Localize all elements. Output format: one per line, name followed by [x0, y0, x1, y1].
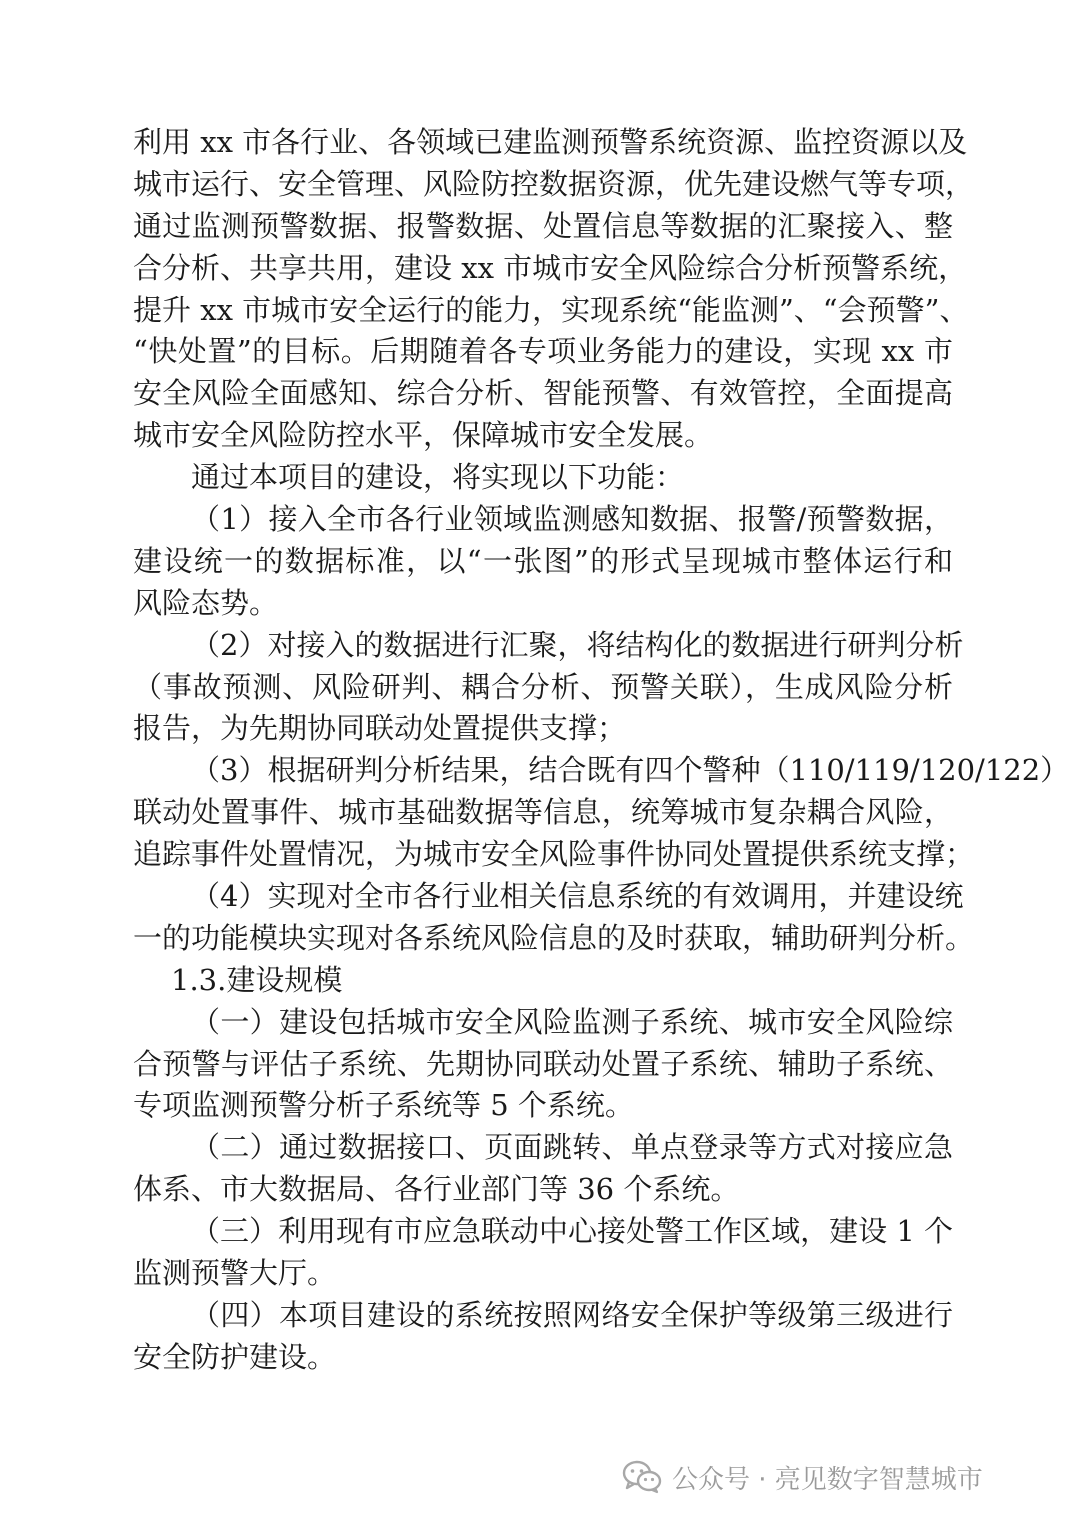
- paragraph-line: 监测预警大厅。: [133, 1256, 337, 1291]
- paragraph-line: （2）对接入的数据进行汇聚，将结构化的数据进行研判分析: [191, 627, 964, 662]
- paragraph-line: 专项监测预警分析子系统等 5 个系统。: [133, 1088, 634, 1123]
- paragraph-line: 联动处置事件、城市基础数据等信息，统筹城市复杂耦合风险，: [133, 795, 953, 830]
- paragraph-line: 体系、市大数据局、各行业部门等 36 个系统。: [133, 1172, 740, 1207]
- paragraph-line: （一）建设包括城市安全风险监测子系统、城市安全风险综: [191, 1004, 953, 1039]
- document-body: [133, 122, 1070, 1379]
- paragraph-line: 合分析、共享共用，建设 xx 市城市安全风险综合分析预警系统，: [133, 250, 968, 285]
- paragraph-line: 追踪事件处置情况，为城市安全风险事件协同处置提供系统支撑；: [133, 837, 975, 872]
- paragraph-line: 利用 xx 市各行业、各领域已建监测预警系统资源、监控资源以及: [133, 125, 968, 159]
- paragraph-line: （三）利用现有市应急联动中心接处警工作区域，建设 1 个: [191, 1214, 953, 1249]
- section-heading: 1.3.建设规模: [171, 962, 343, 997]
- paragraph-line: 风险态势。: [133, 585, 279, 620]
- paragraph-line: 建设统一的数据标准，以“一张图”的形式呈现城市整体运行和: [133, 543, 953, 578]
- paragraph-line: （事故预测、风险研判、耦合分析、预警关联），生成风险分析: [133, 669, 953, 704]
- paragraph-line: （四）本项目建设的系统按照网络安全保护等级第三级进行: [191, 1297, 953, 1332]
- paragraph-line: （3）根据研判分析结果，结合既有四个警种（110/119/120/122）: [191, 753, 1070, 788]
- paragraph-line: 安全防护建设。: [133, 1339, 337, 1374]
- paragraph-line: 报告，为先期协同联动处置提供支撑；: [133, 711, 627, 746]
- paragraph-line: 通过监测预警数据、报警数据、处置信息等数据的汇聚接入、整: [133, 208, 953, 243]
- paragraph-line: 通过本项目的建设，将实现以下功能：: [191, 460, 685, 495]
- paragraph-line: 安全风险全面感知、综合分析、智能预警、有效管控，全面提高: [133, 376, 953, 411]
- paragraph-line: “快处置”的目标。后期随着各专项业务能力的建设，实现 xx 市: [133, 334, 953, 369]
- paragraph-line: 提升 xx 市城市安全运行的能力，实现系统“能监测”、“会预警”、: [133, 292, 969, 327]
- watermark: [622, 1455, 983, 1499]
- paragraph-line: 城市安全风险防控水平，保障城市安全发展。: [133, 418, 714, 453]
- paragraph-line: 城市运行、安全管理、风险防控数据资源，优先建设燃气等专项，: [133, 166, 975, 201]
- paragraph-line: （1）接入全市各行业领域监测感知数据、报警/预警数据，: [191, 502, 953, 537]
- paragraph-line: （4）实现对全市各行业相关信息系统的有效调用，并建设统: [191, 879, 964, 914]
- paragraph-line: 合预警与评估子系统、先期协同联动处置子系统、辅助子系统、: [133, 1046, 953, 1081]
- wechat-icon: [622, 1460, 662, 1494]
- watermark-text: 公众号 · 亮见数字智慧城市: [672, 1464, 983, 1495]
- paragraph-line: （二）通过数据接口、页面跳转、单点登录等方式对接应急: [191, 1130, 953, 1165]
- paragraph-line: 一的功能模块实现对各系统风险信息的及时获取，辅助研判分析。: [133, 920, 975, 955]
